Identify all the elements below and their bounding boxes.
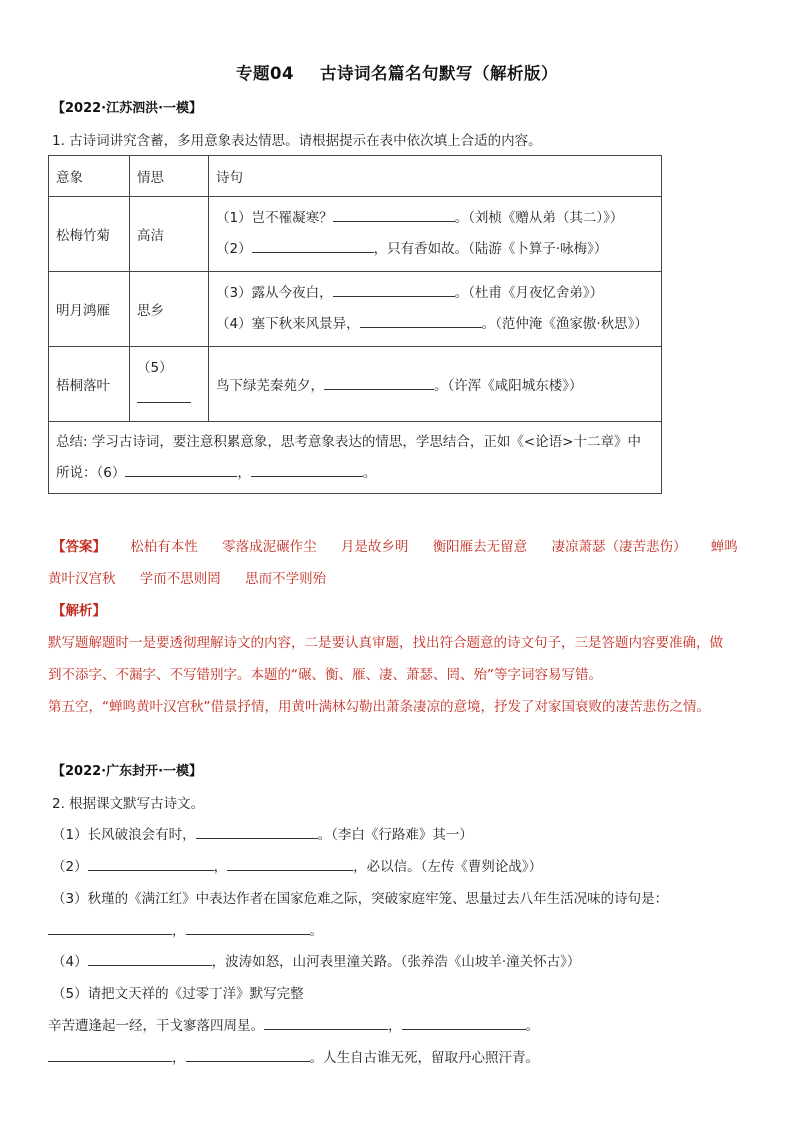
row-image: 明月鸿雁 — [49, 272, 130, 347]
poem-source: ，只有香如故。（陆游《卜算子·咏梅》） — [373, 241, 608, 257]
answer-blank-6a[interactable] — [125, 462, 237, 477]
q5-blank-1[interactable] — [264, 1015, 388, 1030]
q1-source: 。（李白《行路难》其一） — [317, 827, 473, 843]
poem-text: （2） — [216, 241, 252, 257]
row-poem — [209, 272, 662, 347]
q4-line — [52, 950, 580, 970]
summary-period: 。 — [362, 464, 377, 481]
title-text: 古诗词名篇名句默写（解析版） — [319, 64, 558, 83]
header-emotion: 情思 — [130, 156, 209, 197]
answer-item: 思而不学则殆 — [245, 571, 327, 587]
table-row — [49, 197, 662, 272]
header-image: 意象 — [49, 156, 130, 197]
answers-line-2 — [48, 567, 346, 587]
page-title — [0, 60, 794, 84]
q2-source: ，必以信。（左传《曹刿论战》） — [353, 859, 543, 875]
section2-question: 2. 根据课文默写古诗文。 — [52, 796, 205, 812]
q1-text: （1）长风破浪会有时， — [52, 827, 196, 843]
q2-blank-1[interactable] — [88, 856, 214, 871]
answer-blank-6b[interactable] — [251, 462, 363, 477]
q4-source: ，波涛如怒，山河表里潼关路。（张养浩《山坡羊·潼关怀古》） — [211, 954, 581, 970]
analysis-label: 【解析】 — [52, 603, 106, 619]
q5-blank-4[interactable] — [186, 1047, 310, 1062]
poem-text: （4）塞下秋来风景异， — [216, 316, 360, 332]
section1-tag: 【2022·江苏泗洪·一模】 — [52, 101, 203, 116]
q5-line-1 — [48, 1014, 539, 1034]
header-poem: 诗句 — [209, 156, 662, 197]
q2-label: （2） — [52, 859, 88, 875]
table-header-row — [49, 156, 662, 197]
q3-comma: ， — [172, 923, 186, 939]
q4-blank[interactable] — [88, 951, 212, 966]
q3-blank-1[interactable] — [48, 920, 172, 935]
answer-blank-3[interactable] — [333, 282, 455, 297]
answer-blank-4[interactable] — [360, 313, 482, 328]
row-poem — [209, 347, 662, 422]
q3-line: （3）秋瑾的《满江红》中表达作者在国家危难之际，突破家庭牢笼、思量过去八年生活况味的诗句是： — [52, 891, 669, 907]
table-row — [49, 347, 662, 422]
answer-label: 【答案】 — [52, 539, 106, 555]
answer-blank-5[interactable] — [137, 388, 191, 403]
poem-text: （1）岂不罹凝寒？ — [216, 210, 333, 226]
table-row — [49, 272, 662, 347]
q5-line-2 — [48, 1046, 539, 1066]
q2-line — [52, 855, 542, 875]
q5-blank-2[interactable] — [402, 1015, 526, 1030]
emotion-number: （5） — [137, 360, 173, 376]
poem-source: 。（许浑《咸阳城东楼》） — [434, 378, 583, 394]
section2-tag: 【2022·广东封开·一模】 — [52, 764, 203, 779]
answer-blank-5b[interactable] — [324, 375, 434, 390]
summary-cell — [49, 422, 662, 494]
row-image: 松梅竹菊 — [49, 197, 130, 272]
q5-comma: ， — [388, 1018, 402, 1034]
poem-line — [216, 203, 654, 234]
q5-comma: ， — [172, 1050, 186, 1066]
analysis-line-2: 到不添字、不漏字、不写错别字。本题的“碾、衡、雁、凄、萧瑟、罔、殆”等字词容易写错。 — [48, 667, 602, 683]
summary-text: 总结: 学习古诗词，要注意积累意象，思考意象表达的情思，学思结合，正如《<论语>十二章》中 — [56, 433, 641, 450]
answer-blank-2[interactable] — [252, 238, 374, 253]
q5-period: 。 — [525, 1018, 539, 1034]
section1-question: 1. 古诗词讲究含蓄，多用意象表达情思。请根据提示在表中依次填上合适的内容。 — [52, 133, 542, 149]
poem-line — [216, 309, 654, 340]
q4-label: （4） — [52, 954, 88, 970]
imagery-table — [48, 155, 662, 494]
table-summary-row — [49, 422, 662, 494]
poem-source: 。（杜甫《月夜忆舍弟》） — [454, 285, 604, 301]
summary-label: 所说：（6） — [56, 464, 126, 481]
answer-item: 月是故乡明 — [340, 539, 409, 555]
poem-text: （3）露从今夜白， — [216, 285, 333, 301]
row-emotion — [130, 347, 209, 422]
q5-text: 。人生自古谁无死，留取丹心照汗青。 — [309, 1050, 539, 1066]
answer-item: 蝉鸣 — [710, 539, 738, 555]
row-emotion: 思乡 — [130, 272, 209, 347]
poem-source: 。（刘桢《赠从弟（其二）》） — [454, 210, 624, 226]
answers-line-1 — [52, 535, 758, 555]
row-poem — [209, 197, 662, 272]
poem-text: 鸟下绿芜秦苑夕， — [216, 378, 324, 394]
answer-item: 衡阳雁去无留意 — [432, 539, 528, 555]
poem-source: 。（范仲淹《渔家傲·秋思》） — [481, 316, 648, 332]
summary-comma: ， — [237, 464, 251, 481]
answer-item: 黄叶汉宫秋 — [48, 571, 116, 587]
summary-line — [56, 458, 654, 489]
poem-line — [216, 278, 654, 309]
q3-period: 。 — [309, 923, 323, 939]
row-image: 梧桐落叶 — [49, 347, 130, 422]
answer-blank-1[interactable] — [333, 207, 455, 222]
answer-item: 松柏有本性 — [130, 539, 198, 555]
analysis-line-3: 第五空，“蝉鸣黄叶汉宫秋”借景抒情，用黄叶满林勾勒出萧条凄凉的意境，抒发了对家国衰败的凄苦悲伤之情。 — [48, 699, 710, 715]
title-number: 专题04 — [236, 64, 294, 83]
analysis-line-1: 默写题解题时一是要透彻理解诗文的内容，二是要认真审题，找出符合题意的诗文句子，三是答题内容要准确，做 — [48, 635, 723, 651]
poem-line — [216, 234, 654, 265]
q5-blank-3[interactable] — [48, 1047, 172, 1062]
q5-text: 辛苦遭逢起一经，干戈寥落四周星。 — [48, 1018, 264, 1034]
q1-blank[interactable] — [196, 824, 318, 839]
q2-comma: ， — [213, 859, 228, 875]
q5-line: （5）请把文天祥的《过零丁洋》默写完整 — [52, 986, 304, 1002]
q1-line — [52, 823, 473, 843]
answer-item: 学而不思则罔 — [139, 571, 221, 587]
answer-item: 零落成泥碾作尘 — [222, 539, 317, 555]
answer-item: 凄凉萧瑟（凄苦悲伤） — [551, 539, 687, 555]
q3-blank-2[interactable] — [186, 920, 310, 935]
q2-blank-2[interactable] — [227, 856, 353, 871]
q3-answer-line — [48, 919, 323, 939]
row-emotion: 高洁 — [130, 197, 209, 272]
